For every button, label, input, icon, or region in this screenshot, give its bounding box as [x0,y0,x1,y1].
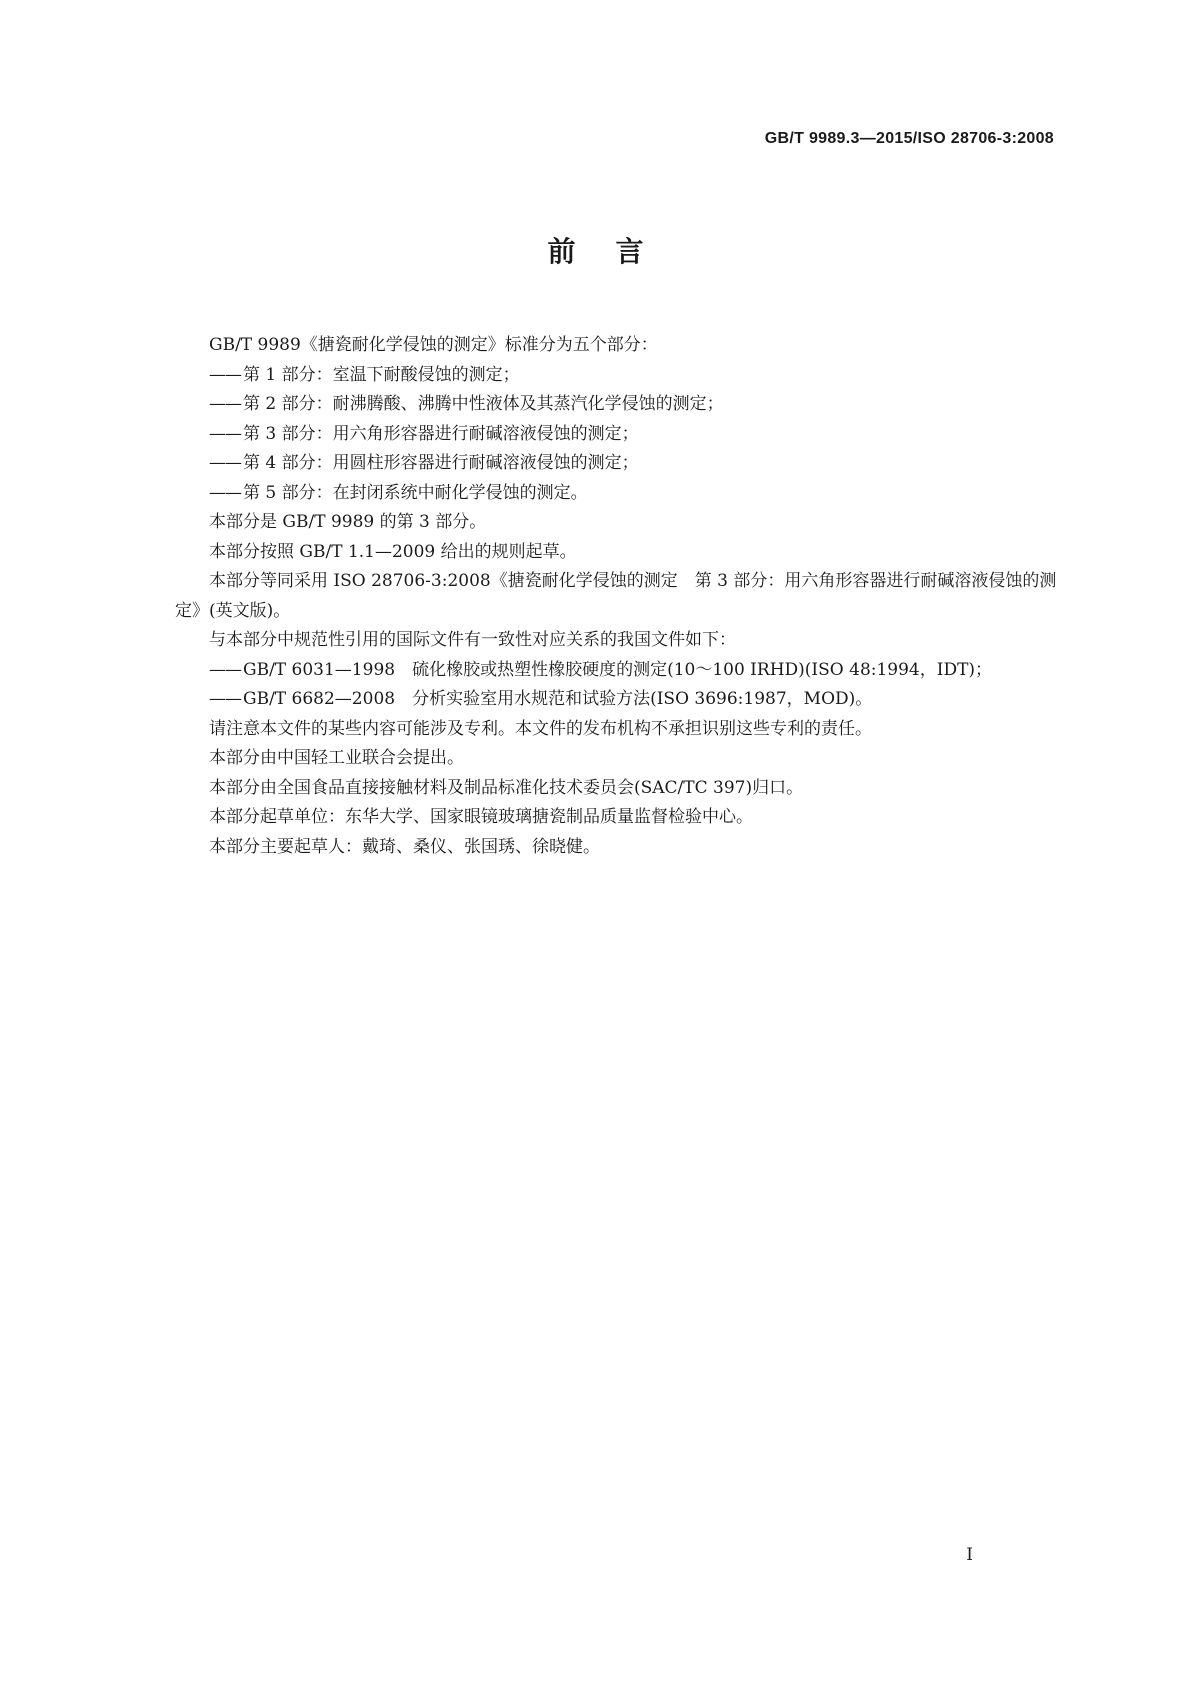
page-number: I [966,1545,973,1565]
references-intro-paragraph: 与本部分中规范性引用的国际文件有一致性对应关系的我国文件如下： [209,630,736,650]
centralized-by-paragraph: 本部分由全国食品直接接触材料及制品标准化技术委员会(SAC/TC 397)归口。 [209,777,804,798]
standard-number-header: GB/T 9989.3—2015/ISO 28706-3:2008 [764,130,1054,147]
dash-marker: —— [209,453,241,473]
reference-list-item [175,656,1062,686]
drafters-paragraph: 本部分主要起草人：戴琦、桑仪、张国琇、徐晓健。 [209,836,600,857]
part-list-item [175,361,1062,391]
part-item-text: 第 3 部分：用六角形容器进行耐碱溶液侵蚀的测定； [243,423,639,444]
equivalence-paragraph: 本部分等同采用 ISO 28706-3:2008《搪瓷耐化学侵蚀的测定 第 3 部分：用六角形容器进行耐碱溶液侵蚀的测定》(英文版)。 [175,571,1057,621]
part-item-text: 第 5 部分：在封闭系统中耐化学侵蚀的测定。 [243,482,588,503]
dash-marker: —— [209,659,241,680]
patent-notice-paragraph: 请注意本文件的某些内容可能涉及专利。本文件的发布机构不承担识别这些专利的责任。 [209,718,872,739]
reference-list-item [175,685,1062,715]
intro-paragraph: GB/T 9989《搪瓷耐化学侵蚀的测定》标准分为五个部分： [209,335,658,355]
proposed-by-paragraph: 本部分由中国轻工业联合会提出。 [209,748,464,768]
part-of-paragraph: 本部分是 GB/T 9989 的第 3 部分。 [209,512,487,532]
reference-item-text: GB/T 6682—2008 分析实验室用水规范和试验方法(ISO 3696:1987，MOD)。 [243,689,873,709]
drafting-units-paragraph: 本部分起草单位：东华大学、国家眼镜玻璃搪瓷制品质量监督检验中心。 [209,807,753,827]
part-item-text: 第 1 部分：室温下耐酸侵蚀的测定； [243,364,520,385]
part-list-item [175,390,1062,420]
part-item-text: 第 2 部分：耐沸腾酸、沸腾中性液体及其蒸汽化学侵蚀的测定； [243,394,724,414]
dash-marker: —— [209,482,241,503]
dash-marker: —— [209,394,241,414]
part-list-item [175,449,1062,479]
reference-item-text: GB/T 6031—1998 硫化橡胶或热塑性橡胶硬度的测定(10～100 IRHD)(ISO 48:1994，IDT)； [243,659,993,680]
dash-marker: —— [209,689,241,709]
part-list-item [175,420,1062,450]
part-list-item [175,479,1062,509]
part-item-text: 第 4 部分：用圆柱形容器进行耐碱溶液侵蚀的测定； [243,453,639,473]
foreword-body [175,331,1062,862]
page-title: 前言 [547,235,684,268]
dash-marker: —— [209,364,241,385]
drafting-rule-paragraph: 本部分按照 GB/T 1.1—2009 给出的规则起草。 [209,541,577,562]
dash-marker: —— [209,423,241,444]
